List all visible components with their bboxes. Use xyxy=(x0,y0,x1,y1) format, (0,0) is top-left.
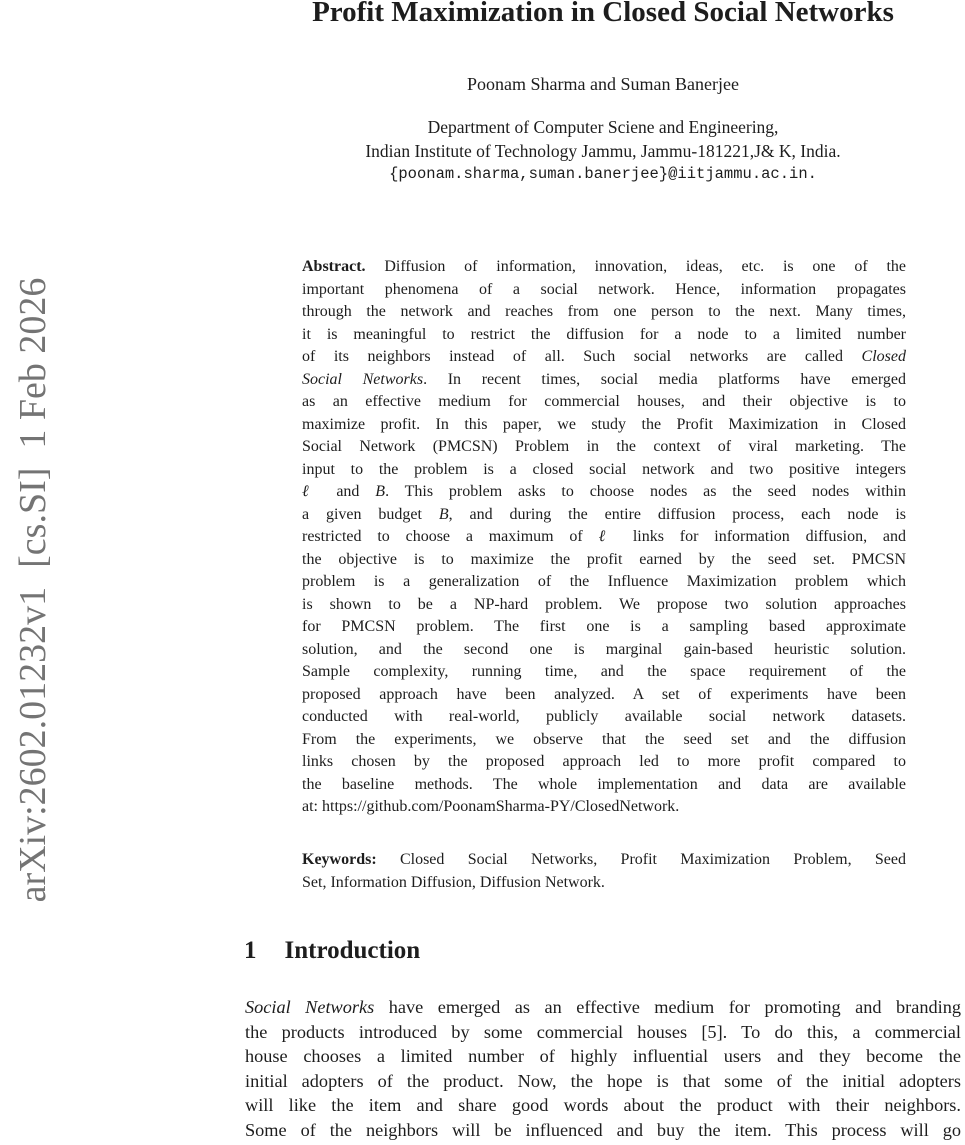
text-segment: for PMCSN problem. The first one is a sampling based approximate xyxy=(302,618,906,635)
text-segment: through the network and reaches from one person to the next. Many times, xyxy=(302,303,906,320)
text-line xyxy=(302,391,906,414)
text-line xyxy=(302,504,906,527)
text-line xyxy=(302,849,906,872)
text-segment: solution, and the second one is marginal gain-based heuristic solution. xyxy=(302,640,906,658)
text-line xyxy=(302,526,906,549)
authors-line: Poonam Sharma and Suman Banerjee xyxy=(467,74,739,94)
email-line: {poonam.sharma,suman.banerjee}@iitjammu.ac.in. xyxy=(389,165,817,183)
text-line xyxy=(302,729,906,752)
affiliation-block xyxy=(245,116,961,187)
text-segment: house chooses a limited number of highly influential users and they become the xyxy=(245,1046,961,1066)
text-line xyxy=(302,616,906,639)
text-segment: Closed Social Networks, Profit Maximization Problem, Seed xyxy=(376,851,906,868)
text-segment: as an effective medium for commercial houses, and their objective is to xyxy=(302,393,906,410)
text-line xyxy=(302,481,906,504)
text-line xyxy=(302,751,906,774)
text-segment: conducted with real-world, publicly available social network datasets. xyxy=(302,708,906,725)
keywords-paragraph xyxy=(302,849,906,894)
text-segment: initial adopters of the product. Now, the hope is that some of the initial adopters xyxy=(245,1070,961,1091)
text-segment: ℓ xyxy=(598,528,618,545)
text-line xyxy=(302,459,906,482)
text-line xyxy=(302,796,906,819)
text-segment: Social Networks xyxy=(245,997,375,1017)
text-line xyxy=(302,436,906,459)
arxiv-watermark: arXiv:2602.01232v1 [cs.SI] 1 Feb 2026 xyxy=(12,277,54,903)
text-line xyxy=(245,1044,961,1069)
text-segment: ℓ xyxy=(302,483,321,500)
section-title: Introduction xyxy=(284,937,421,964)
text-segment: a given budget xyxy=(302,505,439,523)
text-segment: input to the problem is a closed social network and two positive integers xyxy=(302,460,906,478)
abstract-paragraph xyxy=(302,256,906,819)
text-line xyxy=(245,995,961,1020)
text-segment: Set, Information Diffusion, Diffusion Network. xyxy=(302,873,605,891)
text-segment: problem is a generalization of the Influence Maximization problem which xyxy=(302,573,906,590)
text-segment: Abstract. xyxy=(302,258,366,275)
text-line xyxy=(302,549,906,572)
text-segment: restricted to choose a maximum of xyxy=(302,528,599,545)
text-line xyxy=(302,594,906,617)
text-segment: Social Network (PMCSN) Problem in the context of viral marketing. The xyxy=(302,438,906,455)
text-segment: the objective is to maximize the profit earned by the seed set. PMCSN xyxy=(302,550,906,568)
text-line xyxy=(302,256,906,279)
section-heading xyxy=(244,936,420,966)
section-number: 1 xyxy=(244,937,257,964)
affiliation-institute: Indian Institute of Technology Jammu, Jammu-181221,J& K, India. xyxy=(365,140,841,161)
text-segment: maximize profit. In this paper, we study the Profit Maximization in Closed xyxy=(302,415,906,433)
text-segment: Social Networks xyxy=(302,370,424,388)
text-line xyxy=(302,301,906,324)
introduction-paragraph xyxy=(245,995,961,1142)
text-segment: B xyxy=(438,505,449,523)
text-line xyxy=(245,1069,961,1094)
text-segment: B xyxy=(375,483,386,500)
text-segment: Sample complexity, running time, and the space requirement of the xyxy=(302,663,906,680)
text-line xyxy=(245,1093,961,1118)
text-segment: at: https://github.com/PoonamSharma-PY/ClosedNetwork. xyxy=(302,798,680,815)
text-segment: , and during the entire diffusion process, each node is xyxy=(448,505,907,523)
text-line xyxy=(302,571,906,594)
text-segment: Diffusion of information, innovation, ideas, etc. is one of the xyxy=(365,258,906,275)
text-segment: is shown to be a NP-hard problem. We propose two solution approaches xyxy=(302,595,906,613)
text-line xyxy=(302,639,906,662)
text-segment: have emerged as an effective medium for promoting and branding xyxy=(374,997,962,1017)
text-segment: links for information diffusion, and xyxy=(617,528,906,545)
text-segment: proposed approach have been analyzed. A set of experiments have been xyxy=(302,685,906,703)
paper-title: Profit Maximization in Closed Social Networks xyxy=(312,0,894,28)
text-segment: . In recent times, social media platforms have emerged xyxy=(423,370,906,388)
text-line xyxy=(302,684,906,707)
text-segment: From the experiments, we observe that the seed set and the diffusion xyxy=(302,730,906,748)
text-line xyxy=(302,414,906,437)
text-line xyxy=(302,872,906,895)
text-segment: it is meaningful to restrict the diffusion for a node to a limited number xyxy=(302,325,906,343)
text-segment: the baseline methods. The whole implementation and data are available xyxy=(302,775,906,793)
text-line xyxy=(245,1118,961,1143)
text-segment: important phenomena of a social network. Hence, information propagates xyxy=(302,280,906,298)
text-line xyxy=(302,324,906,347)
text-line xyxy=(302,279,906,302)
text-segment: and xyxy=(320,483,376,500)
text-segment: links chosen by the proposed approach led to more profit compared to xyxy=(302,753,906,770)
text-segment: Closed xyxy=(861,348,906,365)
text-line xyxy=(302,661,906,684)
text-line xyxy=(245,1020,961,1045)
text-segment: . This problem asks to choose nodes as the seed nodes within xyxy=(385,483,906,500)
text-segment: of its neighbors instead of all. Such social networks are called xyxy=(302,348,862,365)
text-segment: will like the item and share good words about the product with their neighbors. xyxy=(245,1095,961,1115)
text-segment: the products introduced by some commercial houses [5]. To do this, a commercial xyxy=(245,1021,961,1042)
text-segment: Some of the neighbors will be influenced and buy the item. This process will go xyxy=(245,1119,961,1140)
affiliation-department: Department of Computer Sciene and Engineering, xyxy=(427,117,779,137)
text-line xyxy=(302,706,906,729)
text-line xyxy=(302,774,906,797)
text-line xyxy=(302,346,906,369)
text-line xyxy=(302,369,906,392)
text-segment: Keywords: xyxy=(302,851,377,868)
